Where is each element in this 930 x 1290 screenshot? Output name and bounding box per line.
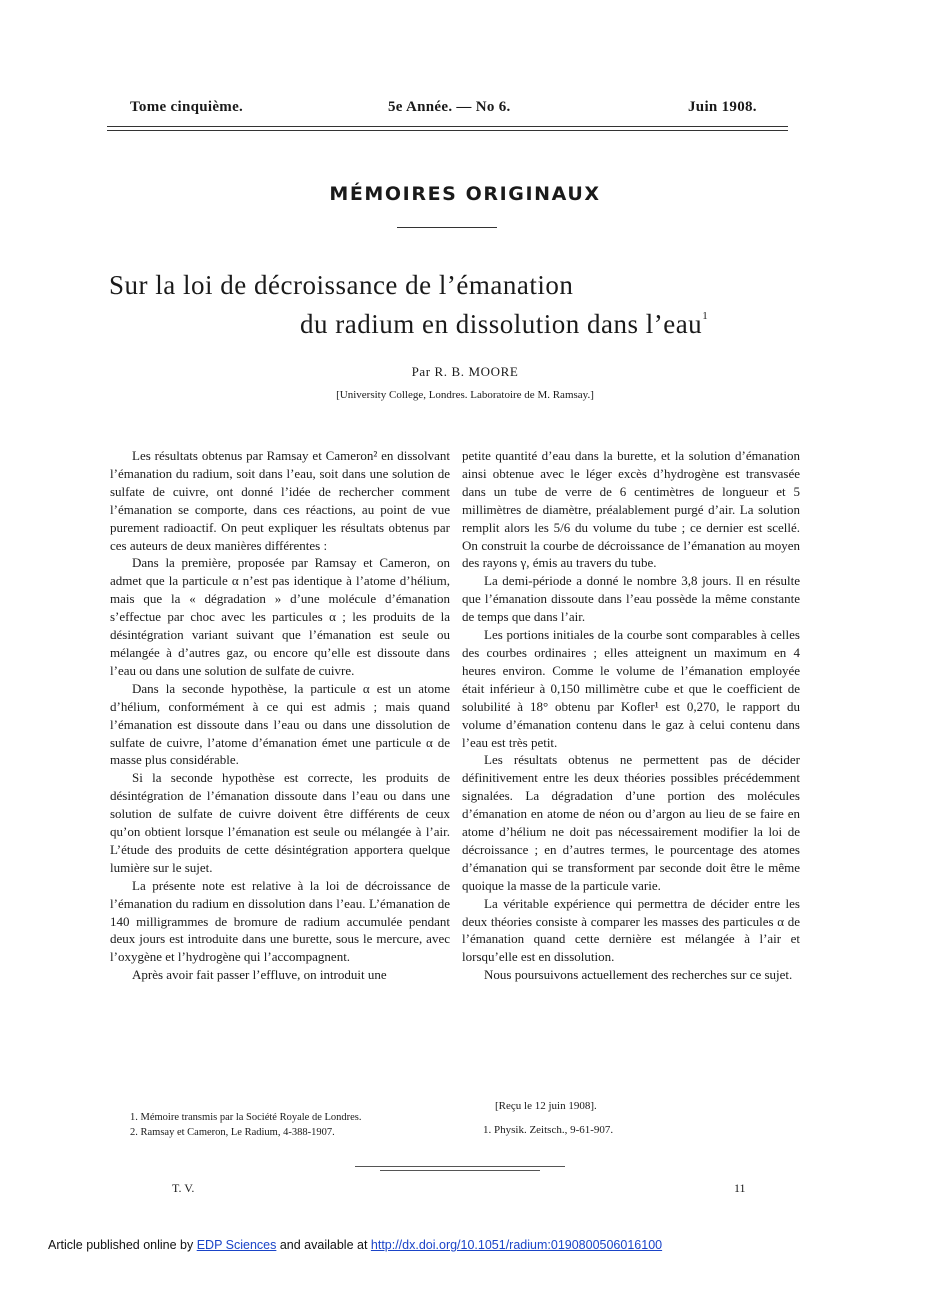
ornament-rule-2 bbox=[380, 1170, 540, 1171]
section-divider bbox=[397, 227, 497, 228]
publisher-link[interactable]: EDP Sciences bbox=[196, 1238, 277, 1252]
footnote: 1. Physik. Zeitsch., 9-61-907. bbox=[483, 1124, 614, 1136]
footnote: 1. Mémoire transmis par la Société Royale de Londres. bbox=[130, 1112, 362, 1123]
header-volume: Tome cinquième. bbox=[130, 99, 244, 115]
header-rule-top bbox=[107, 126, 788, 127]
author-affiliation: [University College, Londres. Laboratoire de M. Ramsay.] bbox=[336, 389, 594, 401]
paragraph: La demi-période a donné le nombre 3,8 jours. Il en résulte que l’émanation dissoute dans l’eau possède la même constante de temps que dans l’air. bbox=[462, 573, 800, 625]
paragraph: Les résultats obtenus ne permettent pas de décider définitivement entre les deux théories possibles précédemment signalées. La dégradation d’une portion des molécules d’émanation en atome de néon ou d’argon au lieu de se faire en atome d’hélium ne doit pas nécessairement modifier la loi de décroissance ; en d’autres termes, le pourcentage des atomes d’émanation qui se transforment par seconde doit être le même quoique la masse de la particule varie. bbox=[462, 752, 800, 893]
right-column bbox=[462, 447, 800, 984]
paragraph: La présente note est relative à la loi de décroissance de l’émanation du radium en dissolution dans l’eau. L’émanation de 140 milligrammes de bromure de radium accumulée pendant deux jours est introduite dans une burette, sous le mercure, avec l’oxygène et l’hydrogène qui l’accompagnent. bbox=[110, 877, 450, 965]
footnote: 2. Ramsay et Cameron, Le Radium, 4-388-1907. bbox=[130, 1127, 335, 1138]
ornament-rule-1 bbox=[355, 1166, 565, 1167]
publisher-credit bbox=[48, 1238, 662, 1252]
paragraph: Les résultats obtenus par Ramsay et Cameron² en dissolvant l’émanation du radium, soit dans l’eau, soit dans une solution de sulfate de cuivre, ont donné l’idée de rechercher comment l’émanation se comporte, dans ces réactions, au point de vue purement radioactif. On peut expliquer les résultats obtenus par ces auteurs de deux manières différentes : bbox=[110, 448, 450, 553]
credit-prefix: Article published online by bbox=[48, 1238, 197, 1252]
section-title: MÉMOIRES ORIGINAUX bbox=[329, 183, 601, 205]
paragraph: petite quantité d’eau dans la burette, et la solution d’émanation ainsi obtenue avec le léger excès d’hydrogène est transvasée dans un tube de verre de 6 centimètres de longueur et 5 millimètres de diamètre, préalablement purgé d’air. La solution remplit alors les 5/6 du volume du tube ; ce dernier est scellé. On construit la courbe de décroissance de l’émanation au moyen des rayons γ, émis au travers du tube. bbox=[462, 448, 800, 571]
header-issue: 5e Année. — No 6. bbox=[388, 99, 511, 115]
footer-volume: T. V. bbox=[172, 1181, 195, 1195]
footnotes-left bbox=[130, 1110, 362, 1140]
header-rule-bottom bbox=[107, 130, 788, 131]
paragraph: Dans la première, proposée par Ramsay et Cameron, on admet que la particule α n’est pas identique à l’atome d’hélium, mais que la « dégradation » d’une molécule d’émanation s’effectue par choc avec les particules α ; les produits de la désintégration variant suivant que l’émanation est seule ou mélangée à d’autres gaz, ou encore qu’elle est dissoute dans l’eau ou dans une solution de sulfate de cuivre. bbox=[110, 555, 450, 678]
left-column bbox=[110, 447, 450, 984]
author-byline: Par R. B. MOORE bbox=[411, 364, 519, 379]
paragraph: Nous poursuivons actuellement des recherches sur ce sujet. bbox=[484, 967, 793, 983]
title-footnote-marker[interactable]: 1 bbox=[702, 310, 709, 322]
paragraph: Après avoir fait passer l’effluve, on introduit une bbox=[132, 967, 387, 983]
article-title-line-2 bbox=[300, 309, 708, 340]
paragraph: Les portions initiales de la courbe sont comparables à celles des courbes ordinaires ; elles atteignent un maximum en 4 heures environ. Comme le volume de l’émanation employée était inférieur à 0,150 millimètre cube et que le coefficient de solubilité à 18° obtenu par Kofler¹ est 0,270, le rapport du volume d’émanation contenu dans le gaz à celui contenu dans l’eau est très petit. bbox=[462, 627, 800, 750]
paragraph: Dans la seconde hypothèse, la particule α est un atome d’hélium, conformément à ce qui est admis ; mais quand l’émanation est dissoute dans l’eau ou dans une dissolution de sulfate de cuivre, l’atome d’émanation émet une particule α de masse plus considérable. bbox=[110, 680, 450, 768]
paragraph: Si la seconde hypothèse est correcte, les produits de désintégration de l’émanation dissoute dans l’eau ou dans une solution de sulfate de cuivre doivent être différents de ceux qu’on obtient lorsque l’émanation est seule ou mélangée à l’air. L’étude des produits de cette désintégration apportera quelque lumière sur le sujet. bbox=[110, 770, 450, 875]
received-date: [Reçu le 12 juin 1908]. bbox=[495, 1100, 597, 1112]
article-title-text: du radium en dissolution dans l’eau bbox=[300, 309, 703, 339]
paragraph: La véritable expérience qui permettra de décider entre les deux théories consiste à comparer les masses des particules α de l’émanation quand cette dernière est mélangée à l’air et lorsqu’elle est en dissolution. bbox=[462, 895, 800, 965]
page-number: 11 bbox=[734, 1181, 746, 1195]
footnotes-right bbox=[483, 1124, 613, 1136]
doi-link[interactable]: http://dx.doi.org/10.1051/radium:0190800506016100 bbox=[370, 1238, 663, 1252]
article-title-line-1: Sur la loi de décroissance de l’émanation bbox=[109, 270, 574, 300]
header-date: Juin 1908. bbox=[688, 99, 757, 115]
credit-middle: and available at bbox=[276, 1238, 371, 1252]
